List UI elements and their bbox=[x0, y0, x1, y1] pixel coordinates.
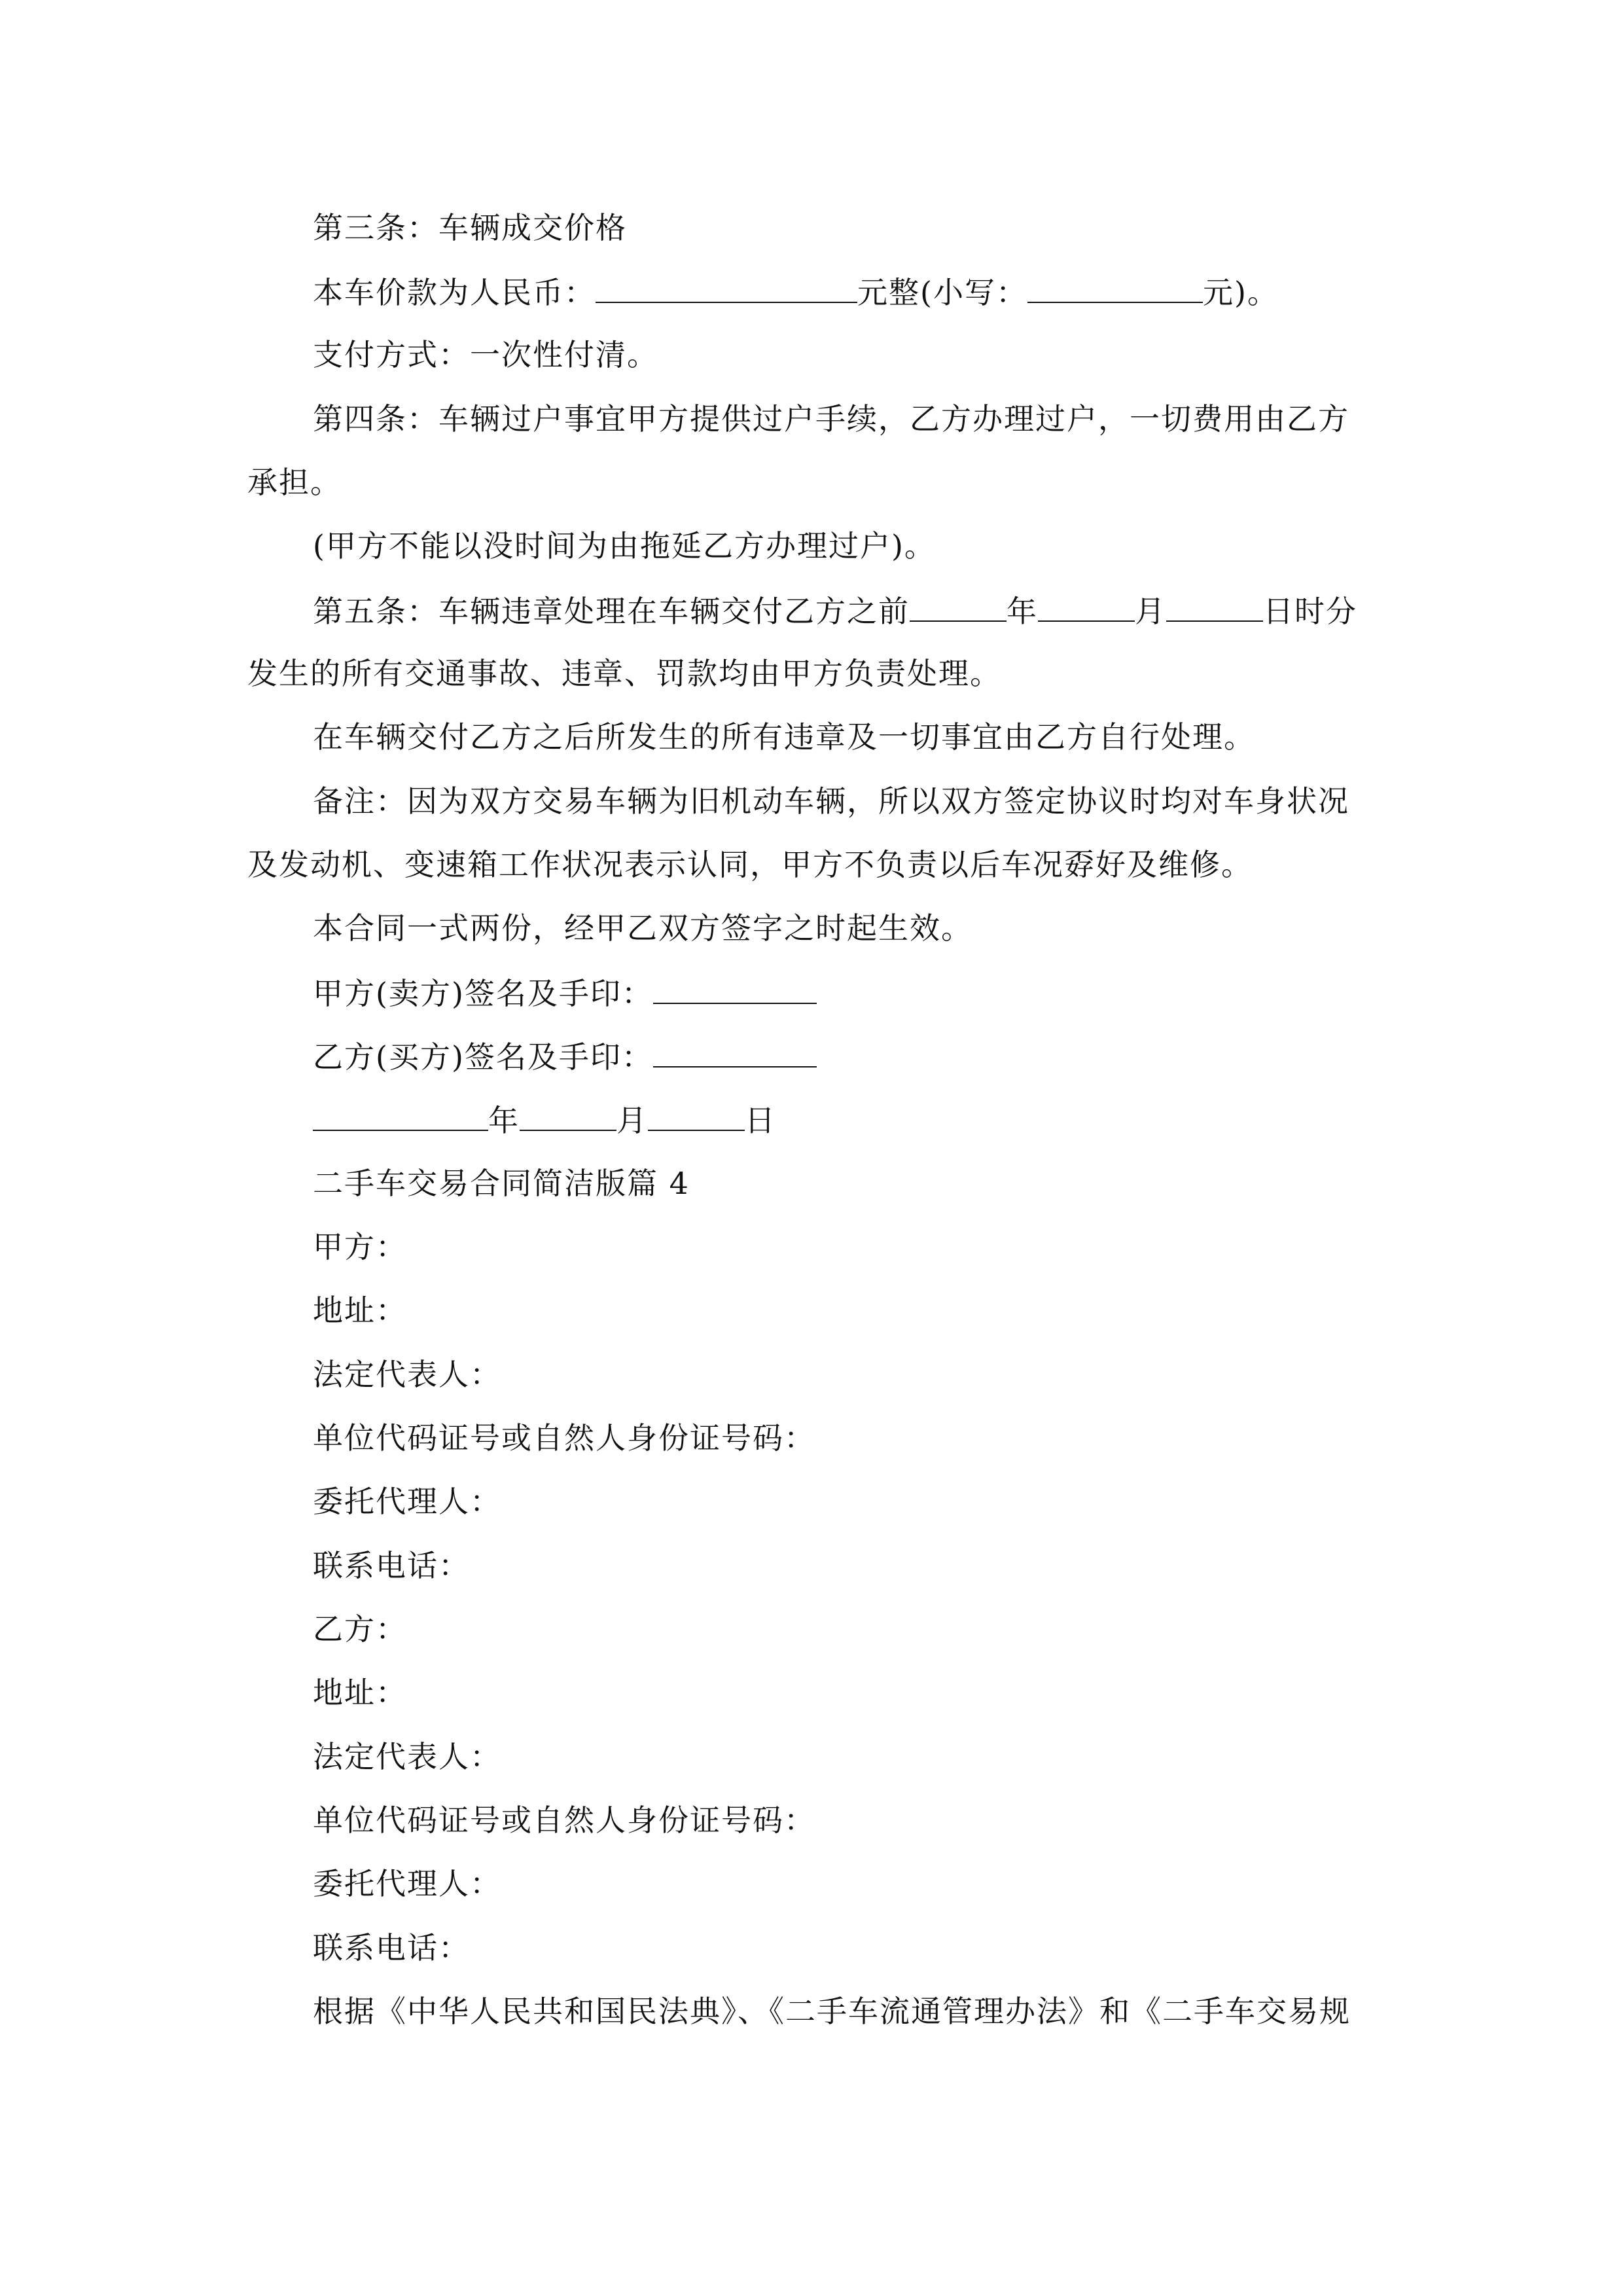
party-a-legal-rep-label: 法定代表人： bbox=[313, 1357, 501, 1392]
article4-line1: 第四条：车辆过户事宜甲方提供过户手续，乙方办理过户，一切费用由乙方 bbox=[313, 401, 1349, 437]
party-a-id-label: 单位代码证号或自然人身份证号码： bbox=[313, 1420, 815, 1456]
price-line bbox=[313, 272, 1279, 312]
price-mid: 元整(小写： bbox=[857, 275, 1027, 310]
price-lowercase-blank[interactable] bbox=[1027, 272, 1203, 303]
day-label: 日 bbox=[745, 1103, 776, 1138]
section-title: 二手车交易合同简洁版篇 4 bbox=[313, 1166, 690, 1201]
payment-method: 支付方式：一次性付清。 bbox=[313, 337, 658, 372]
article5-line2: 发生的所有交通事故、违章、罚款均由甲方负责处理。 bbox=[247, 656, 1001, 691]
party-b-label: 乙方： bbox=[313, 1611, 407, 1647]
party-a-agent-label: 委托代理人： bbox=[313, 1484, 501, 1519]
sign-year-blank[interactable] bbox=[313, 1100, 488, 1131]
date-line bbox=[313, 1100, 776, 1140]
buyer-sign-blank[interactable] bbox=[653, 1036, 817, 1067]
month-label: 月 bbox=[1135, 594, 1166, 629]
sign-day-blank[interactable] bbox=[648, 1100, 745, 1131]
buyer-sign-line bbox=[313, 1036, 817, 1077]
party-b-id-label: 单位代码证号或自然人身份证号码： bbox=[313, 1803, 815, 1838]
article4-note: (甲方不能以没时间为由拖延乙方办理过户)。 bbox=[313, 528, 936, 564]
year-label: 年 bbox=[1007, 594, 1038, 629]
violation-year-blank[interactable] bbox=[910, 590, 1007, 622]
article5-suffix: 日时分 bbox=[1263, 594, 1357, 629]
seller-sign-line bbox=[313, 973, 817, 1013]
violation-day-blank[interactable] bbox=[1166, 590, 1263, 622]
after-delivery: 在车辆交付乙方之后所发生的所有违章及一切事宜由乙方自行处理。 bbox=[313, 719, 1255, 755]
remark-line2: 及发动机、变速箱工作状况表示认同，甲方不负责以后车况孬好及维修。 bbox=[247, 847, 1253, 882]
article5-prefix: 第五条：车辆违章处理在车辆交付乙方之前 bbox=[313, 594, 910, 629]
seller-sign-blank[interactable] bbox=[653, 973, 817, 1004]
article4-line2: 承担。 bbox=[247, 465, 342, 500]
buyer-sign-label: 乙方(买方)签名及手印： bbox=[313, 1039, 653, 1075]
remark-line1: 备注：因为双方交易车辆为旧机动车辆，所以双方签定协议时均对车身状况 bbox=[313, 783, 1349, 819]
article3-title: 第三条：车辆成交价格 bbox=[313, 210, 627, 245]
party-b-phone-label: 联系电话： bbox=[313, 1930, 470, 1965]
party-a-label: 甲方： bbox=[313, 1229, 407, 1265]
violation-month-blank[interactable] bbox=[1038, 590, 1135, 622]
sign-month-blank[interactable] bbox=[520, 1100, 616, 1131]
party-b-agent-label: 委托代理人： bbox=[313, 1866, 501, 1901]
party-a-phone-label: 联系电话： bbox=[313, 1548, 470, 1583]
article5-line1 bbox=[313, 590, 1357, 631]
price-suffix: 元)。 bbox=[1202, 275, 1279, 310]
month-label: 月 bbox=[616, 1103, 648, 1138]
effect-clause: 本合同一式两份，经甲乙双方签字之时起生效。 bbox=[313, 910, 972, 946]
party-b-legal-rep-label: 法定代表人： bbox=[313, 1739, 501, 1774]
legal-basis: 根据《中华人民共和国民法典》、《二手车流通管理办法》和《二手车交易规 bbox=[313, 1994, 1351, 2029]
year-label: 年 bbox=[488, 1103, 520, 1138]
party-a-address-label: 地址： bbox=[313, 1293, 407, 1328]
price-uppercase-blank[interactable] bbox=[596, 272, 857, 303]
seller-sign-label: 甲方(卖方)签名及手印： bbox=[313, 976, 653, 1011]
party-b-address-label: 地址： bbox=[313, 1675, 407, 1710]
price-prefix: 本车价款为人民币： bbox=[313, 275, 596, 310]
